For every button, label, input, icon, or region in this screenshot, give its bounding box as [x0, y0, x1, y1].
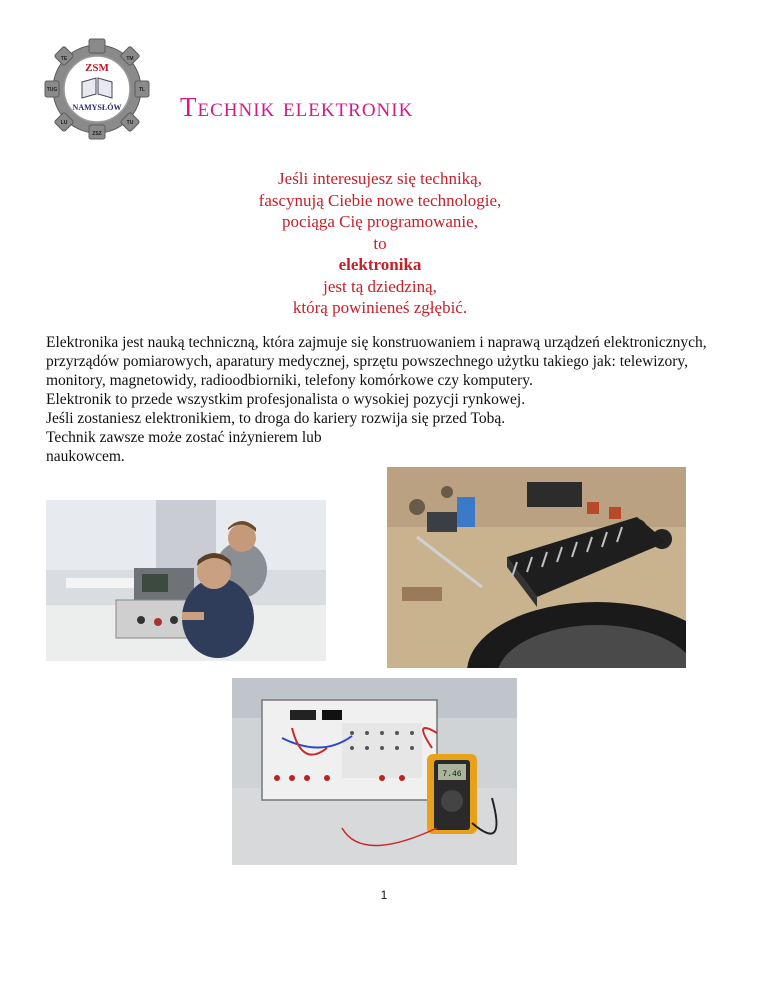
body-text: [46, 333, 736, 466]
body-paragraph: Technik zawsze może zostać inżynierem lub: [46, 429, 322, 446]
logo-badge-lu: LU: [60, 120, 68, 126]
logo-badge-tu: TU: [126, 120, 134, 126]
intro-line: pociąga Cię programowanie,: [282, 212, 478, 231]
body-paragraph: naukowcem.: [46, 448, 125, 465]
logo-badge-zsz: ZSZ: [92, 131, 102, 137]
logo-badge-tm: TM: [126, 56, 134, 62]
intro-line: którą powinieneś zgłębić.: [292, 298, 468, 317]
intro-line: Jeśli interesujesz się techniką,: [278, 169, 482, 188]
multimeter-reading: 7.46: [442, 770, 462, 779]
logo-badge-te: TE: [60, 56, 68, 62]
intro-text: [190, 168, 570, 319]
gear-logo-icon: [38, 38, 156, 140]
body-paragraph: Jeśli zostaniesz elektronikiem, to droga do kariery rozwija się przed Tobą.: [46, 410, 506, 427]
body-paragraph: Elektronika jest nauką techniczną, która zajmuje się konstruowaniem i naprawą urządzeń elektronicznych, przyrządów pomiarowych, aparatury medycznej, sprzętu powszechnego użytku takiego jak: telewizory, monitory, magnetowidy, radioodbiorniki, telefony komórkowe czy komputery.: [46, 334, 707, 389]
photo-students-lab: [46, 500, 326, 661]
intro-line: fascynują Ciebie nowe technologie,: [258, 190, 502, 210]
body-paragraph: Elektronik to przede wszystkim profesjonalista o wysokiej pozycji rynkowej.: [46, 391, 526, 408]
logo-badge-tl: TL: [138, 87, 146, 93]
page-title: Technik elektronik: [180, 92, 414, 122]
intro-line: jest tą dziedziną,: [323, 276, 437, 296]
logo-school-text: ZSM: [85, 62, 109, 74]
photo-multimeter-board: [232, 678, 517, 865]
logo-badge-tug: TUG: [46, 87, 58, 93]
photo-circuit-board: [387, 467, 686, 668]
intro-keyword: elektronika: [338, 255, 422, 274]
page-number: 1: [380, 888, 388, 902]
logo-town-text: NAMYSŁÓW: [72, 103, 122, 112]
intro-line: to: [373, 233, 387, 253]
school-logo: [38, 38, 156, 140]
